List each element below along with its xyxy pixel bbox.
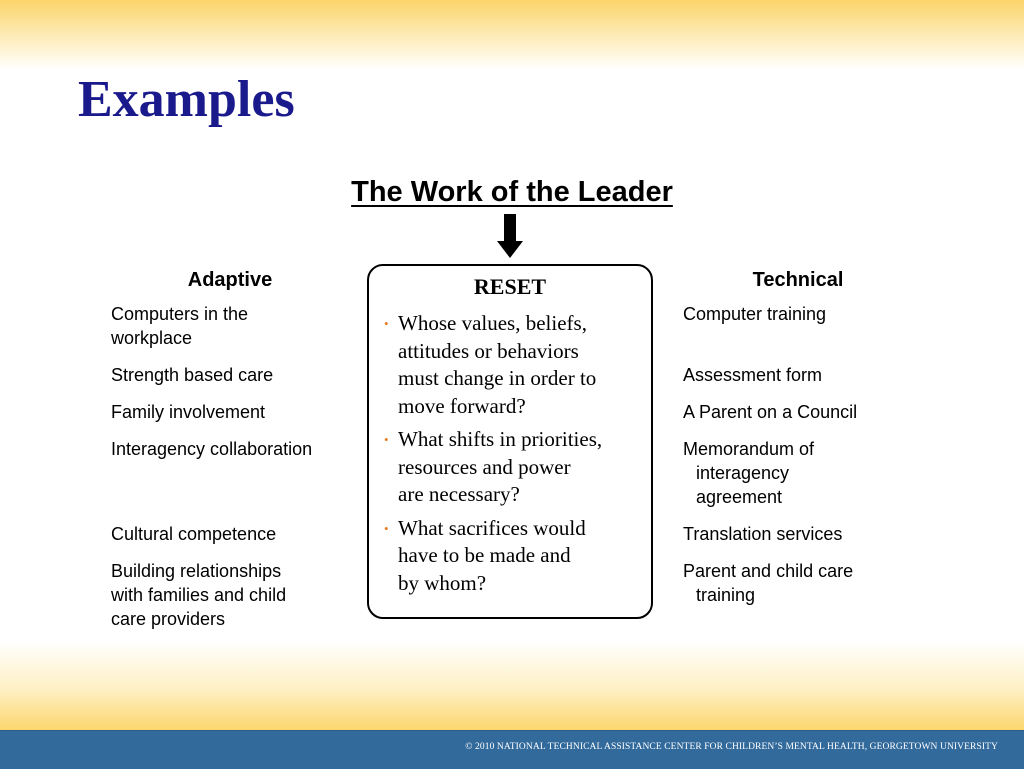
- adaptive-item: [111, 400, 265, 424]
- adaptive-item: [111, 363, 273, 387]
- technical-item-text: [683, 437, 814, 509]
- adaptive-item-text: Computers in the workplace: [111, 304, 249, 348]
- technical-item: [683, 522, 842, 546]
- bullet-dot-icon: •: [384, 520, 389, 536]
- technical-item-text: A Parent on a Council: [683, 402, 858, 422]
- text-line: Parent and child care: [683, 561, 854, 581]
- down-arrow-icon: [497, 214, 523, 258]
- text-line: agreement: [696, 487, 783, 507]
- technical-item-text: Translation services: [683, 524, 843, 544]
- bullet-dot-icon: •: [384, 316, 389, 331]
- adaptive-item: [111, 522, 276, 546]
- leader-heading: The Work of the Leader: [351, 176, 673, 208]
- adaptive-item-text: Interagency collaboration: [111, 439, 313, 459]
- adaptive-item-text: Building relationships with families and child care providers: [111, 561, 287, 629]
- text-line: training: [696, 585, 756, 605]
- text-line: interagency: [696, 463, 790, 483]
- adaptive-item: [111, 302, 248, 350]
- bottom-gradient-band: [0, 640, 1024, 730]
- footer-copyright: © 2010 NATIONAL TECHNICAL ASSISTANCE CENTER FOR CHILDREN’S MENTAL HEALTH, GEORGETOWN UNIVERSITY: [465, 742, 998, 752]
- text-line: Memorandum of: [683, 439, 815, 459]
- technical-heading: Technical: [752, 269, 844, 291]
- technical-item: [683, 559, 853, 607]
- reset-bullet: [381, 426, 651, 509]
- technical-item: [683, 437, 814, 509]
- technical-item: [683, 400, 857, 424]
- technical-item-text: Assessment form: [683, 365, 823, 385]
- reset-box: [367, 264, 653, 619]
- bullet-dot-icon: •: [384, 432, 389, 447]
- footer-bar: [0, 730, 1024, 769]
- adaptive-item-text: Family involvement: [111, 402, 266, 422]
- adaptive-item: [111, 559, 286, 631]
- reset-bullet-text: What shifts in priorities, resources and power are necessary?: [398, 427, 603, 506]
- reset-bullet-text: What sacrifices would have to be made and by whom?: [398, 515, 586, 595]
- technical-item: [683, 363, 822, 387]
- reset-bullet: [381, 310, 651, 420]
- technical-item-text: Computer training: [683, 304, 827, 324]
- reset-title: RESET: [473, 274, 547, 299]
- slide-title: Examples: [78, 71, 295, 128]
- adaptive-item-text: Cultural competence: [111, 524, 277, 544]
- reset-bullet-text: Whose values, beliefs, attitudes or behaviors must change in order to move forward?: [398, 311, 597, 418]
- technical-item-text: [683, 559, 853, 607]
- reset-bullet: [381, 515, 651, 598]
- adaptive-heading: Adaptive: [187, 269, 273, 291]
- adaptive-item-text: Strength based care: [111, 365, 274, 385]
- top-gradient-band: [0, 0, 1024, 70]
- technical-item: [683, 302, 826, 326]
- adaptive-item: [111, 437, 312, 461]
- reset-bullet-list: [381, 310, 651, 603]
